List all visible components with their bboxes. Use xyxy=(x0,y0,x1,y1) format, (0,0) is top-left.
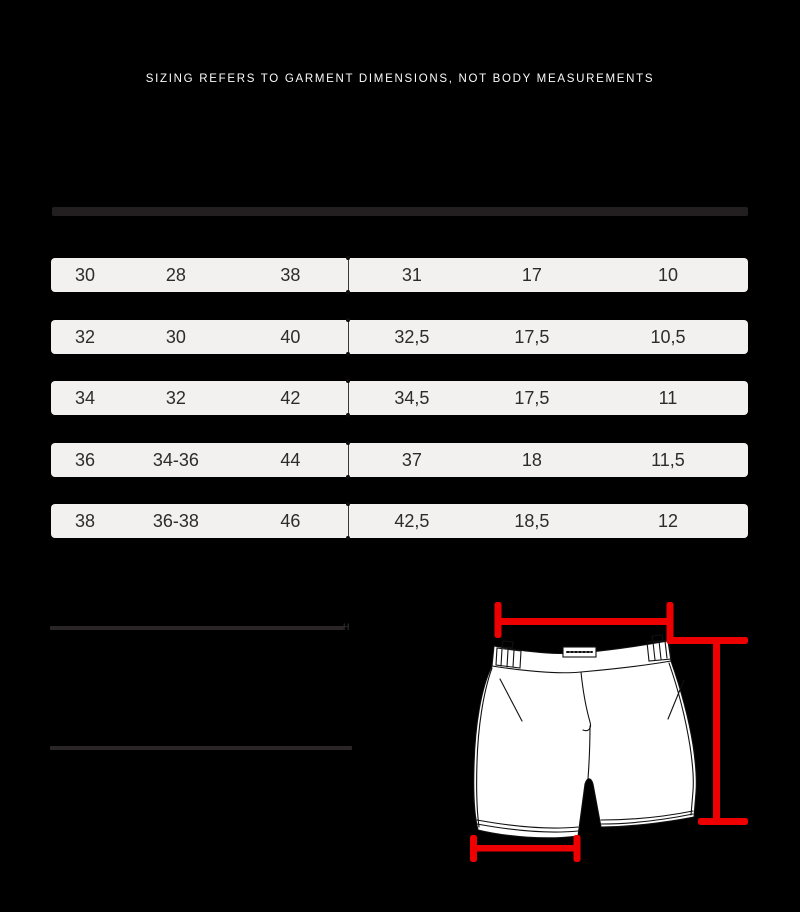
size-cell: 10 xyxy=(657,265,678,285)
size-cell: 42,5 xyxy=(394,511,430,531)
rule-end-mark: H xyxy=(343,622,350,632)
size-cell: 32 xyxy=(74,326,95,347)
size-cell: 30 xyxy=(74,265,95,285)
size-cell: 38 xyxy=(280,265,301,285)
size-cell: 17,5 xyxy=(514,326,550,347)
shorts-drawing xyxy=(474,635,697,838)
size-cell: 11,5 xyxy=(651,449,685,470)
size-cell: 42 xyxy=(280,388,301,408)
waist-width-indicator xyxy=(495,602,674,640)
size-cell: 40 xyxy=(280,326,301,347)
size-cell: 37 xyxy=(401,449,422,470)
section-rule-1 xyxy=(50,622,350,632)
size-table-row xyxy=(51,258,748,292)
column-divider xyxy=(348,258,349,292)
size-table-row xyxy=(51,381,748,415)
size-cell: 32,5 xyxy=(394,326,430,347)
column-divider xyxy=(348,443,349,477)
size-cell: 31 xyxy=(401,265,422,285)
size-table-row xyxy=(51,504,748,538)
size-cell: 30 xyxy=(165,326,186,347)
size-cell: 32 xyxy=(165,388,186,408)
size-cell: 36-38 xyxy=(152,511,199,531)
size-cell: 18,5 xyxy=(514,511,550,531)
leg-opening-indicator xyxy=(470,835,581,862)
shorts-measurement-diagram xyxy=(440,590,780,880)
size-cell: 44 xyxy=(280,449,301,470)
size-cell: 10,5 xyxy=(650,326,686,347)
size-cell: 34,5 xyxy=(394,388,430,408)
size-cell: 46 xyxy=(280,511,301,531)
size-table-row xyxy=(51,443,748,477)
size-cell: 28 xyxy=(165,265,186,285)
shorts-body xyxy=(474,641,697,838)
size-cell: 17 xyxy=(521,265,542,285)
size-cell: 34-36 xyxy=(152,449,199,470)
size-cell: 36 xyxy=(74,449,95,470)
column-divider xyxy=(348,381,349,415)
size-cell: 11 xyxy=(658,388,678,408)
size-cell: 17,5 xyxy=(514,388,550,408)
column-divider xyxy=(348,320,349,354)
size-table-row xyxy=(51,320,748,354)
size-cell: 38 xyxy=(74,511,95,531)
size-cell: 34 xyxy=(74,388,95,408)
size-cell: 12 xyxy=(657,511,678,531)
waistband-label xyxy=(563,647,596,657)
sizing-note: SIZING REFERS TO GARMENT DIMENSIONS, NOT BODY MEASUREMENTS xyxy=(145,73,655,85)
section-rule-2 xyxy=(50,746,352,750)
column-divider xyxy=(348,504,349,538)
size-cell: 18 xyxy=(521,449,542,470)
